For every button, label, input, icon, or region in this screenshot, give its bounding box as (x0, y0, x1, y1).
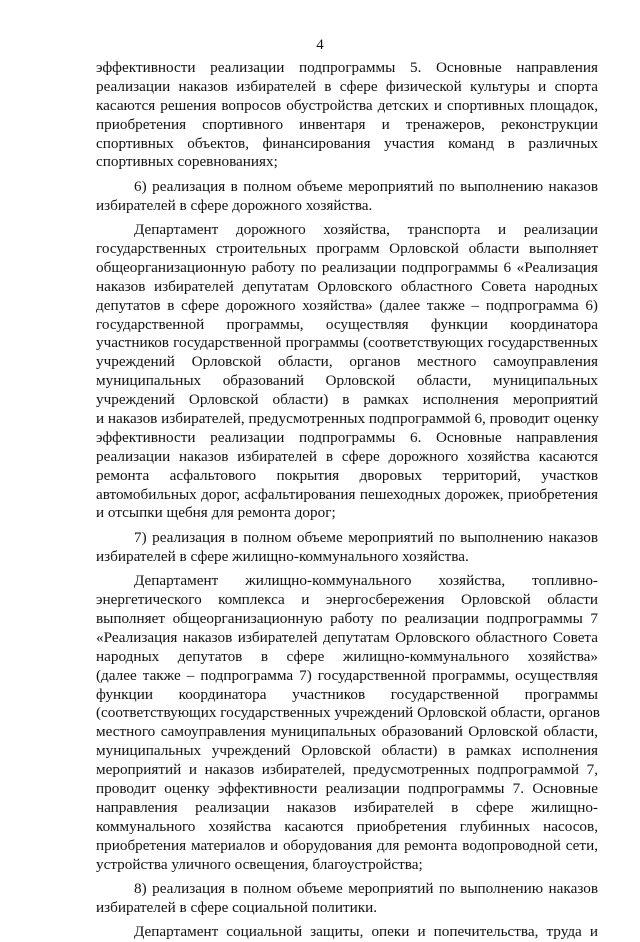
text-line: (далее также – подпрограмма 7) государственной программы, осуществляя (96, 666, 598, 684)
paragraph (96, 178, 598, 216)
text-line: государственной программы, осуществляя функции координатора (96, 315, 598, 333)
text-line: спортивных соревнованиях; (96, 153, 278, 171)
text-line: проводит оценку эффективности реализации подпрограммы 7. Основные (96, 779, 598, 797)
text-line: избирателей в сфере жилищно-коммунального хозяйства. (96, 547, 469, 565)
text-line: муниципальных учреждений Орловской области) в рамках исполнения (96, 742, 598, 760)
text-line: и отсыпки щебня для ремонта дорог; (96, 504, 336, 522)
text-line: спортивных объектов, финансирования участия команд в различных (96, 134, 598, 152)
document-body (96, 59, 598, 942)
text-line: Департамент социальной защиты, опеки и попечительства, труда и (134, 923, 598, 941)
page-number: 4 (316, 37, 324, 53)
text-line: Департамент дорожного хозяйства, транспорта и реализации (134, 221, 598, 239)
text-line: энергетического комплекса и энергосбережения Орловской области (96, 591, 598, 609)
text-line: выполняет общеорганизационную работу по реализации подпрограммы 7 (96, 609, 598, 627)
text-line: государственных строительных программ Орловской области выполняет (96, 240, 598, 258)
text-line: местного самоуправления муниципальных образований Орловской области, (96, 723, 598, 741)
text-line: направления реализации наказов избирателей в сфере жилищно- (96, 798, 598, 816)
text-line: приобретения спортивного инвентаря и тренажеров, реконструкции (96, 115, 598, 133)
paragraph (96, 221, 598, 523)
text-line: избирателей в сфере социальной политики. (96, 898, 378, 916)
text-line: эффективности реализации подпрограммы 6. Основные направления (96, 428, 598, 446)
paragraph (96, 59, 598, 172)
text-line: реализации наказов избирателей в сфере физической культуры и спорта (96, 77, 598, 95)
text-line: устройства уличного освещения, благоустройства; (96, 855, 423, 873)
text-line: функции координатора участников государственной программы (96, 685, 598, 703)
text-line: ремонта асфальтового покрытия дворовых территорий, участков (96, 466, 598, 484)
paragraph (96, 880, 598, 918)
text-line: и наказов избирателей, предусмотренных подпрограммой 6, проводит оценку (96, 410, 599, 428)
text-line: народных депутатов в сфере жилищно-коммунального хозяйства» (96, 647, 598, 665)
text-line: мероприятий и наказов избирателей, предусмотренных подпрограммой 7, (96, 761, 598, 779)
text-line: «Реализация наказов избирателей депутатам Орловского областного Совета (96, 628, 598, 646)
text-line: 8) реализация в полном объеме мероприятий по выполнению наказов (134, 879, 598, 897)
text-line: реализации наказов избирателей в сфере дорожного хозяйства касаются (96, 447, 598, 465)
text-line: 6) реализация в полном объеме мероприятий по выполнению наказов (134, 177, 598, 195)
text-line: учреждений Орловской области, органов местного самоуправления (96, 353, 598, 371)
text-line: касаются решения вопросов обустройства детских и спортивных площадок, (96, 96, 598, 114)
text-line: участников государственной программы (соответствующих государственных (96, 334, 598, 352)
text-line: избирателей в сфере дорожного хозяйства. (96, 196, 373, 214)
text-line: депутатов в сфере дорожного хозяйства» (далее также – подпрограмма 6) (96, 296, 598, 314)
text-line: 7) реализация в полном объеме мероприятий по выполнению наказов (134, 528, 598, 546)
paragraph (96, 529, 598, 567)
text-line: общеорганизационную работу по реализации подпрограммы 6 «Реализация (96, 258, 598, 276)
paragraph (96, 923, 598, 942)
text-line: автомобильных дорог, асфальтирования пешеходных дорожек, приобретения (96, 485, 598, 503)
text-line: эффективности реализации подпрограммы 5. Основные направления (96, 59, 598, 76)
text-line: приобретения материалов и оборудования для ремонта водопроводной сети, (96, 836, 598, 854)
paragraph (96, 572, 598, 874)
text-line: (соответствующих государственных учреждений Орловской области, органов (96, 704, 600, 722)
text-line: Департамент жилищно-коммунального хозяйства, топливно- (134, 572, 598, 590)
text-line: наказов избирателей депутатам Орловского областного Совета народных (96, 277, 598, 295)
text-line: коммунального хозяйства касаются приобретения глубинных насосов, (96, 817, 598, 835)
text-line: учреждений Орловской области) в рамках исполнения мероприятий (96, 391, 598, 409)
text-line: муниципальных образований Орловской области, муниципальных (96, 372, 598, 390)
